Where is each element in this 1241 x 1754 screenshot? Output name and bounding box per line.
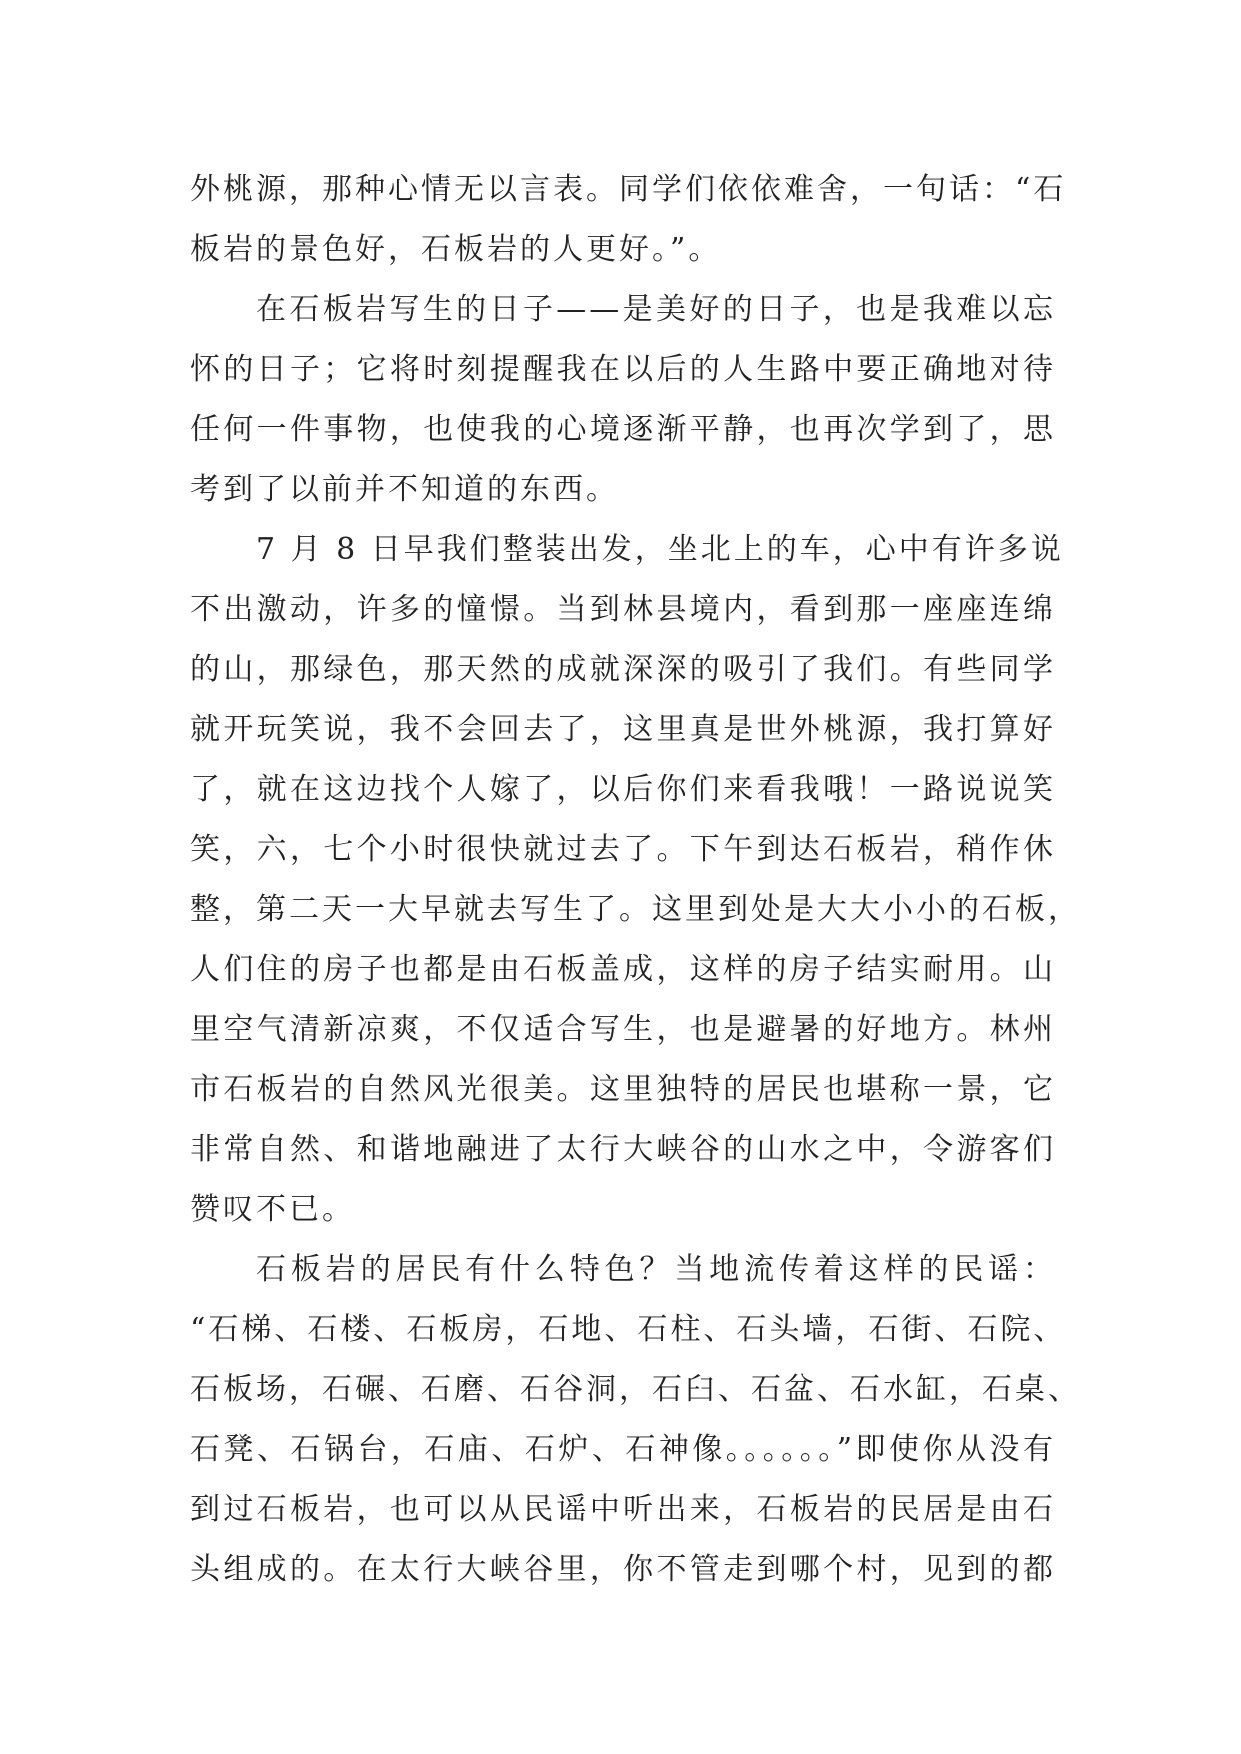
text-line: 任何一件事物，也使我的心境逐渐平静，也再次学到了，思 — [190, 412, 1056, 447]
text-line: 到过石板岩，也可以从民谣中听出来，石板岩的民居是由石 — [190, 1492, 1056, 1527]
text-line: 石板场，石碾、石磨、石谷洞，石臼、石盆、石水缸，石桌、 — [190, 1372, 1081, 1407]
text-line: 的山，那绿色，那天然的成就深深的吸引了我们。有些同学 — [190, 652, 1056, 687]
text-line: “石梯、石楼、石板房，石地、石柱、石头墙，石街、石院、 — [190, 1312, 1067, 1347]
paragraph-first-line: 石板岩的居民有什么特色？当地流传着这样的民谣： — [256, 1252, 1056, 1287]
text-line: 不出激动，许多的憧憬。当到林县境内，看到那一座座连绵 — [190, 592, 1056, 627]
text-line: 赞叹不已。 — [190, 1192, 355, 1227]
text-line: 板岩的景色好，石板岩的人更好。”。 — [190, 232, 722, 267]
text-line: 头组成的。在太行大峡谷里，你不管走到哪个村，见到的都 — [190, 1552, 1056, 1587]
text-line: 怀的日子；它将时刻提醒我在以后的人生路中要正确地对待 — [190, 352, 1056, 387]
article-body — [190, 160, 1081, 1600]
text-line: 了，就在这边找个人嫁了，以后你们来看我哦！一路说说笑 — [190, 772, 1056, 807]
text-line: 外桃源，那种心情无以言表。同学们依依难舍，一句话：“石 — [190, 172, 1067, 207]
text-line: 市石板岩的自然风光很美。这里独特的居民也堪称一景，它 — [190, 1072, 1056, 1107]
paragraph-first-line: 在石板岩写生的日子——是美好的日子，也是我难以忘 — [256, 292, 1056, 327]
text-line: 就开玩笑说，我不会回去了，这里真是世外桃源，我打算好 — [190, 712, 1056, 747]
text-line: 石凳、石锅台，石庙、石炉、石神像。。。。。。”即使你从没有 — [190, 1432, 1056, 1467]
text-line: 非常自然、和谐地融进了太行大峡谷的山水之中，令游客们 — [190, 1132, 1056, 1167]
text-line: 人们住的房子也都是由石板盖成，这样的房子结实耐用。山 — [190, 952, 1056, 987]
text-line: 笑，六，七个小时很快就过去了。下午到达石板岩，稍作休 — [190, 832, 1056, 867]
text-line: 里空气清新凉爽，不仅适合写生，也是避暑的好地方。林州 — [190, 1012, 1056, 1047]
text-line: 考到了以前并不知道的东西。 — [190, 472, 619, 507]
paragraph-first-line: 7 月 8 日早我们整装出发，坐北上的车，心中有许多说 — [256, 532, 1064, 567]
text-line: 整，第二天一大早就去写生了。这里到处是大大小小的石板， — [190, 892, 1081, 927]
